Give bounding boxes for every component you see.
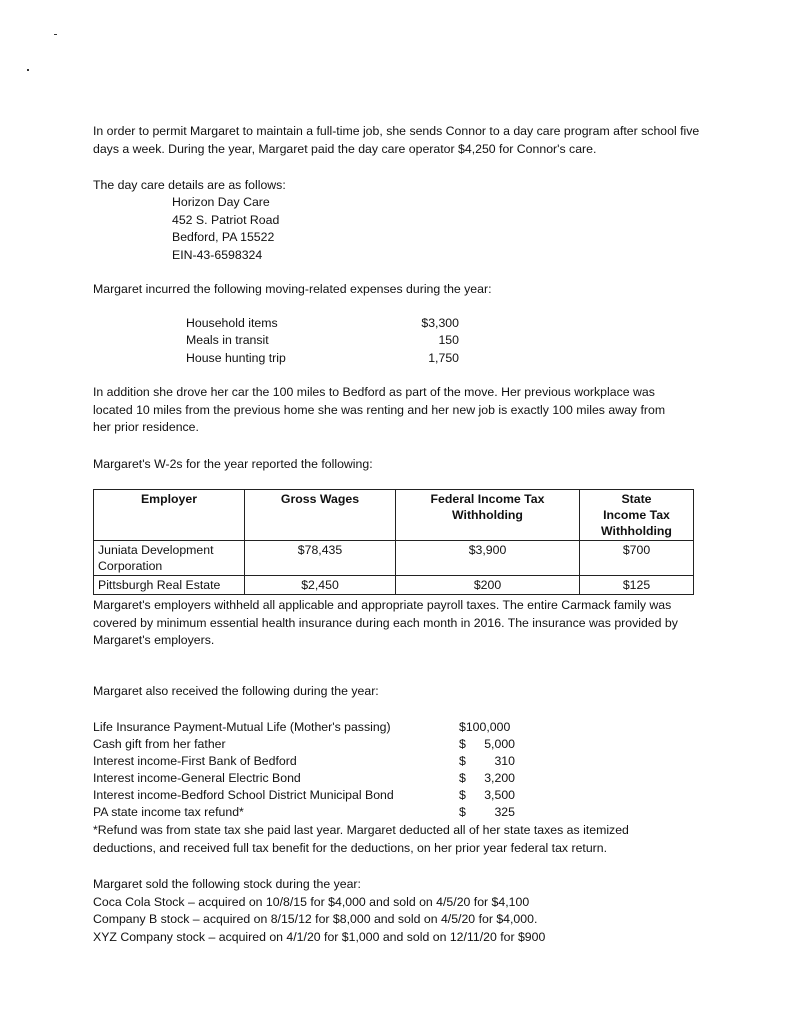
state-withholding-cell: $700 [580, 541, 694, 576]
header-federal-withholding: Federal Income Tax Withholding [396, 490, 580, 541]
moving-item [186, 350, 459, 367]
moving-label: House hunting trip [186, 350, 286, 365]
moving-amount: 150 [438, 333, 459, 348]
received-amount: 310 [494, 754, 515, 769]
w2-heading: Margaret's W-2s for the year reported the following: [93, 457, 373, 471]
currency-symbol: $ [459, 754, 466, 769]
daycare-city: Bedford, PA 15522 [172, 230, 275, 244]
table-row [94, 576, 694, 595]
currency-symbol: $ [459, 737, 466, 752]
received-amount: 3,500 [484, 788, 515, 803]
received-amount: $100,000 [459, 720, 511, 734]
gross-wages-cell: $78,435 [245, 541, 396, 576]
table-row [94, 541, 694, 576]
received-label: Life Insurance Payment-Mutual Life (Mother's passing) [93, 720, 391, 734]
header-gross-wages: Gross Wages [245, 490, 396, 541]
daycare-street: 452 S. Patriot Road [172, 212, 280, 227]
moving-label: Household items [186, 316, 278, 330]
intro-paragraph [93, 123, 703, 158]
received-item [93, 787, 515, 804]
moving-amount: $3,300 [421, 316, 459, 330]
received-amount: 325 [494, 805, 515, 820]
received-label: PA state income tax refund* [93, 805, 244, 820]
received-item [93, 753, 515, 770]
table-header-row [94, 490, 694, 541]
daycare-heading: The day care details are as follows: [93, 178, 286, 192]
footnote: *Refund was from state tax she paid last year. Margaret deducted all of her state taxes as itemized deductions, and received full tax benefit for the deductions, on her prior year federal tax return. [93, 823, 629, 855]
intro-text: In order to permit Margaret to maintain a full-time job, she sends Connor to a day care program after school five days a week. During the year, Margaret paid the day care operator $4,250 for Connor's care. [93, 124, 700, 156]
received-label: Interest income-General Electric Bond [93, 771, 301, 786]
received-label: Interest income-First Bank of Bedford [93, 754, 297, 769]
currency-symbol: $ [459, 771, 466, 786]
moving-label: Meals in transit [186, 333, 269, 348]
scan-speck [54, 34, 57, 35]
stock-sale: Coca Cola Stock – acquired on 10/8/15 for $4,000 and sold on 4/5/20 for $4,100 [93, 894, 530, 909]
drive-paragraph: In addition she drove her car the 100 miles to Bedford as part of the move. Her previous workplace was located 10 miles from the previous home she was renting and her new job is exactly 100 miles away from her prior residence. [93, 385, 666, 434]
employer-cell: Pittsburgh Real Estate [94, 576, 245, 595]
moving-expenses-list [186, 315, 459, 367]
received-list [93, 719, 515, 822]
received-item [93, 736, 515, 753]
daycare-details [172, 194, 279, 264]
received-heading: Margaret also received the following during the year: [93, 684, 379, 698]
header-state-withholding: State Income Tax Withholding [580, 490, 694, 541]
moving-amount: 1,750 [428, 350, 459, 365]
state-withholding-cell: $125 [580, 576, 694, 595]
federal-withholding-cell: $3,900 [396, 541, 580, 576]
received-amount: 3,200 [484, 771, 515, 786]
currency-symbol: $ [459, 805, 466, 820]
federal-withholding-cell: $200 [396, 576, 580, 595]
received-item [93, 804, 515, 821]
gross-wages-cell: $2,450 [245, 576, 396, 595]
received-item [93, 770, 515, 787]
moving-item [186, 315, 459, 332]
employer-cell: Juniata Development Corporation [94, 541, 245, 576]
received-label: Interest income-Bedford School District Municipal Bond [93, 788, 394, 803]
received-amount: 5,000 [484, 737, 515, 752]
stock-sale: XYZ Company stock – acquired on 4/1/20 for $1,000 and sold on 12/11/20 for $900 [93, 929, 546, 944]
daycare-ein: EIN-43-6598324 [172, 247, 263, 262]
stock-heading: Margaret sold the following stock during the year: [93, 877, 361, 891]
daycare-name: Horizon Day Care [172, 195, 270, 209]
received-label: Cash gift from her father [93, 737, 226, 752]
currency-symbol: $ [459, 788, 466, 803]
header-employer: Employer [94, 490, 245, 541]
w2-table [93, 489, 694, 595]
received-item [93, 719, 515, 736]
moving-item [186, 332, 459, 349]
payroll-paragraph: Margaret's employers withheld all applicable and appropriate payroll taxes. The entire Carmack family was covered by minimum essential health insurance during each month in 2016. The insurance was provided by Margaret's employers. [93, 598, 678, 647]
moving-heading: Margaret incurred the following moving-related expenses during the year: [93, 282, 492, 296]
scan-speck [27, 69, 29, 71]
stock-sale: Company B stock – acquired on 8/15/12 for $8,000 and sold on 4/5/20 for $4,000. [93, 912, 538, 926]
stock-section [93, 876, 545, 946]
